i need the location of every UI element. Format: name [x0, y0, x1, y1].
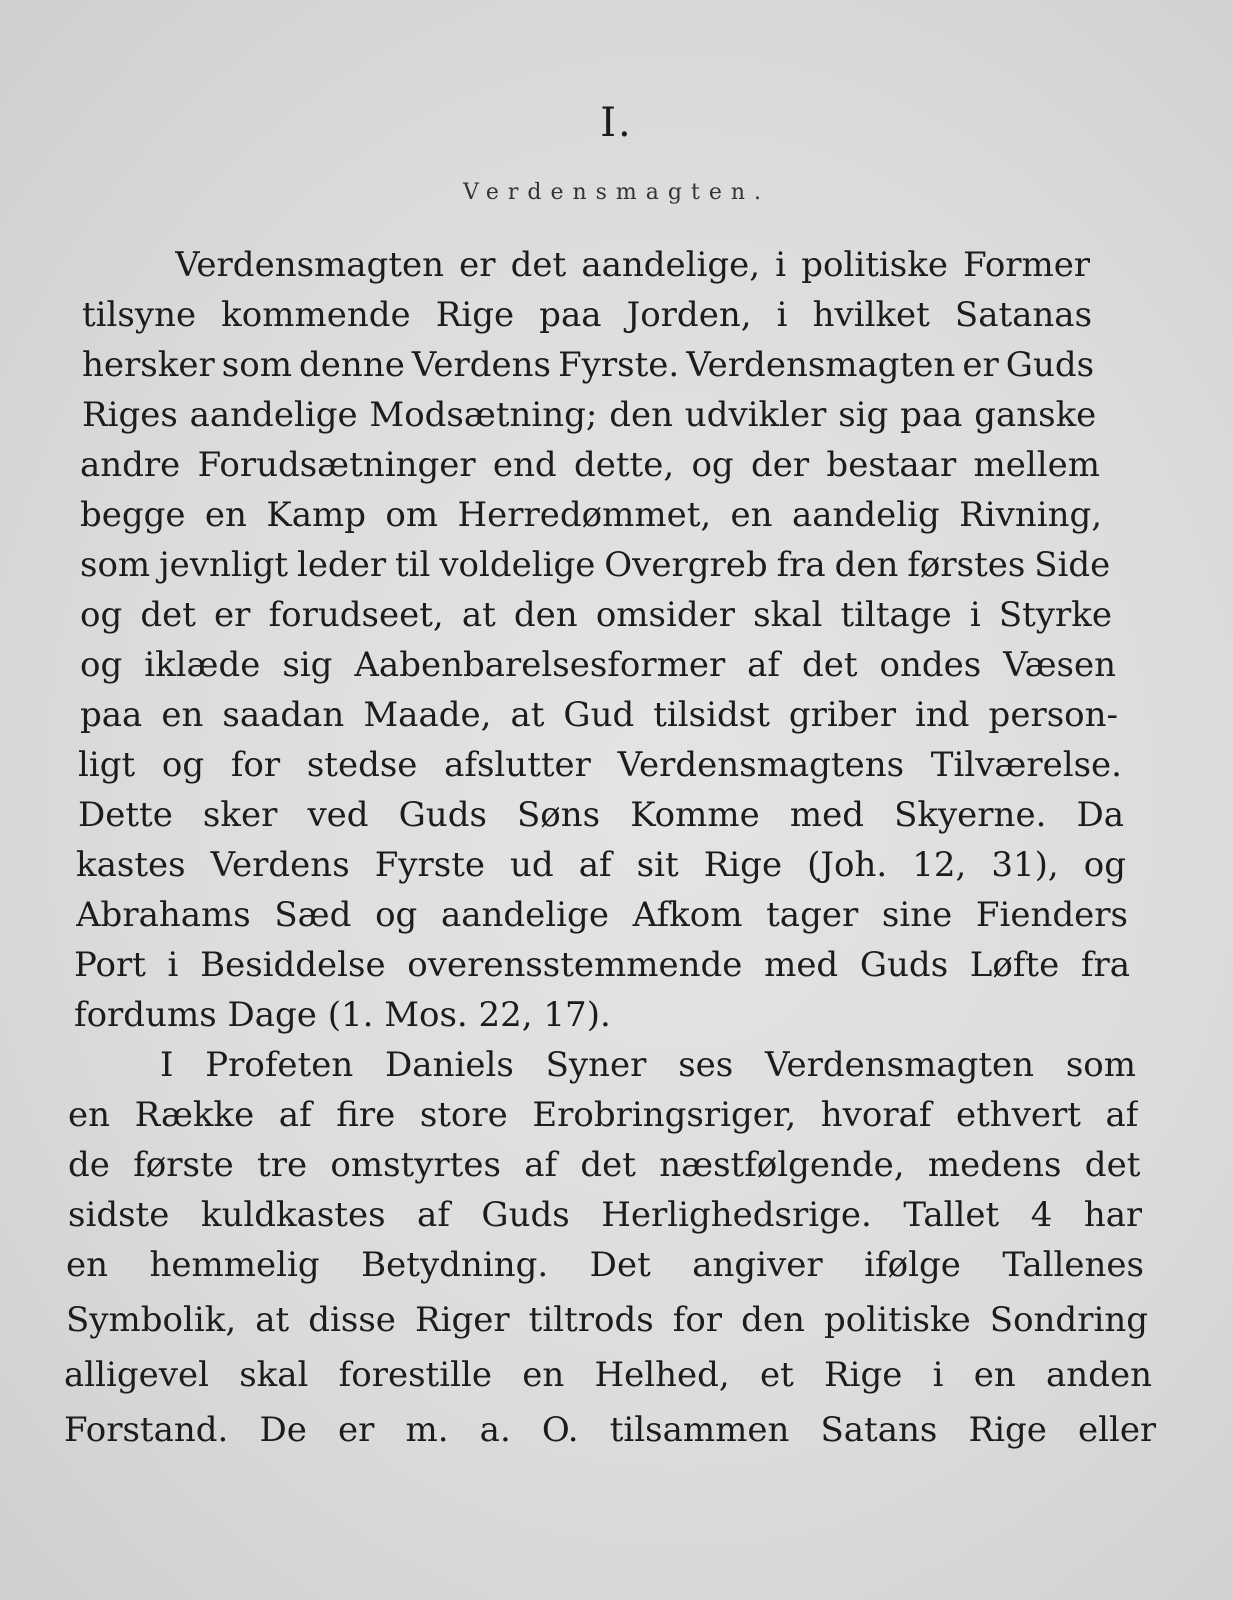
- text-line: Abrahams Sæd og aandelige Afkom tager sine Fienders: [76, 895, 1128, 935]
- text-line: de første tre omstyrtes af det næstfølgende, medens det: [68, 1145, 1140, 1185]
- text-line: fordums Dage (1. Mos. 22, 17).: [74, 995, 611, 1035]
- text-line: paa en saadan Maade, at Gud tilsidst griber ind person-: [80, 695, 1118, 735]
- text-line: begge en Kamp om Herredømmet, en aandelig Rivning,: [80, 495, 1102, 535]
- text-line: en hemmelig Betydning. Det angiver ifølge Tallenes: [66, 1245, 1144, 1285]
- text-line: sidste kuldkastes af Guds Herlighedsrige. Tallet 4 har: [68, 1195, 1142, 1235]
- chapter-title: Verdensmagten.: [462, 180, 771, 205]
- text-line: alligevel skal forestille en Helhed, et Rige i en anden: [64, 1355, 1152, 1395]
- text-line: og iklæde sig Aabenbarelsesformer af det ondes Væsen: [80, 645, 1116, 685]
- text-line: kastes Verdens Fyrste ud af sit Rige (Joh. 12, 31), og: [76, 845, 1126, 885]
- text-line: en Række af fire store Erobringsriger, hvoraf ethvert af: [68, 1095, 1138, 1135]
- text-line: andre Forudsætninger end dette, og der bestaar mellem: [80, 445, 1100, 485]
- text-line: Symbolik, at disse Riger tiltrods for den politiske Sondring: [66, 1300, 1148, 1340]
- text-line: som jevnligt leder til voldelige Overgreb fra den førstes Side: [80, 545, 1110, 585]
- text-line: Port i Besiddelse overensstemmende med Guds Løfte fra: [74, 945, 1130, 985]
- text-line: ligt og for stedse afslutter Verdensmagtens Tilværelse.: [78, 745, 1122, 785]
- text-line: Riges aandelige Modsætning; den udvikler sig paa ganske: [82, 395, 1096, 435]
- text-line: tilsyne kommende Rige paa Jorden, i hvilket Satanas: [82, 295, 1092, 335]
- text-line: Forstand. De er m. a. O. tilsammen Satans Rige eller: [64, 1410, 1156, 1450]
- chapter-number: I.: [600, 100, 633, 146]
- text-line: Verdensmagten er det aandelige, i politiske Former: [175, 245, 1090, 285]
- text-line: og det er forudseet, at den omsider skal tiltage i Styrke: [80, 595, 1112, 635]
- text-line: I Profeten Daniels Syner ses Verdensmagten som: [160, 1045, 1136, 1085]
- text-line: Dette sker ved Guds Søns Komme med Skyerne. Da: [78, 795, 1124, 835]
- text-line: hersker som denne Verdens Fyrste. Verdensmagten er Guds: [82, 345, 1094, 385]
